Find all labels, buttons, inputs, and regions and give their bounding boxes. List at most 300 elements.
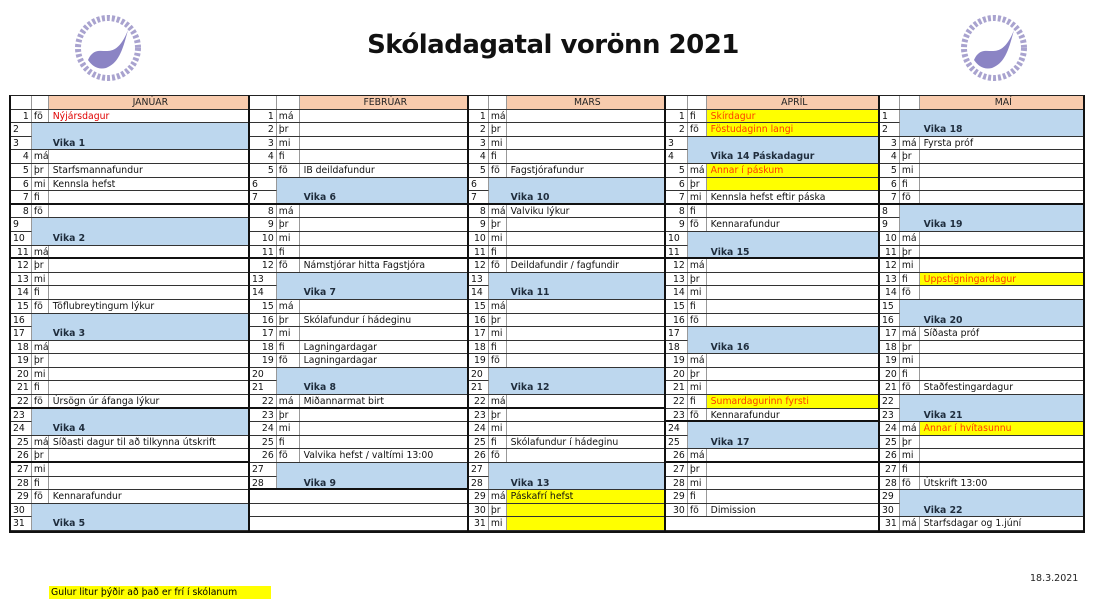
day-row: [11, 341, 248, 355]
weekday: má: [33, 151, 49, 163]
weekday: fi: [32, 381, 49, 394]
event-text: [507, 137, 664, 150]
weekend-row: [880, 110, 1083, 124]
event-text: Kennarafundur: [710, 409, 780, 421]
event-text: [300, 436, 467, 449]
event-text: [920, 110, 1083, 124]
weekday: [489, 463, 507, 477]
week-label-text: Vika 10: [510, 192, 550, 203]
week-label-text: Vika 2: [52, 232, 86, 244]
weekday: þr: [32, 259, 49, 272]
day-row: [250, 449, 467, 463]
weekday: má: [33, 436, 49, 448]
day-row: [666, 259, 878, 273]
empty-row: [250, 504, 467, 518]
week-label-text: Vika 6: [303, 192, 336, 203]
event-text: [707, 449, 878, 461]
weekday: fi: [900, 463, 920, 476]
weekday: fi: [277, 150, 300, 163]
day-number: 26: [666, 449, 688, 461]
day-row: [666, 300, 878, 314]
weekday: fö: [688, 409, 707, 421]
event-text: [49, 463, 248, 476]
weekday: þr: [900, 150, 920, 163]
weekday: [32, 218, 49, 232]
day-number: 21: [469, 381, 489, 394]
event-text: [920, 300, 1083, 314]
day-number: 21: [250, 381, 277, 394]
day-number: 23: [11, 409, 32, 423]
weekend-row: [11, 314, 248, 328]
day-number: 17: [880, 327, 900, 340]
week-label: [49, 517, 248, 530]
day-number: 17: [11, 327, 32, 340]
week-label-text: Vika 21: [923, 409, 963, 421]
weekday: [900, 110, 920, 124]
weekday: fi: [32, 191, 49, 203]
day-row: [880, 381, 1083, 395]
day-number: 14: [880, 286, 900, 299]
event-text: Lagningardagar: [303, 341, 377, 353]
day-number: 10: [250, 232, 277, 245]
day-row: [469, 150, 664, 164]
weekday: má: [900, 137, 920, 150]
event-text: Starfsmannafundur: [52, 164, 143, 176]
month-name: MARS: [507, 96, 664, 109]
weekday: [277, 273, 300, 287]
day-number: 7: [666, 191, 688, 203]
day-number: 5: [11, 164, 32, 177]
day-number: 13: [469, 273, 489, 287]
event-text: Síðasti dagur til að tilkynna útskrift: [52, 436, 216, 448]
day-row: [11, 436, 248, 450]
day-number: 8: [11, 205, 32, 218]
weekday: þr: [32, 354, 49, 367]
event-text: [707, 517, 878, 530]
event-text: [507, 368, 664, 382]
event-text: [507, 110, 664, 123]
event-text: [507, 150, 664, 163]
weekday: fi: [489, 341, 507, 354]
day-number: 2: [11, 123, 32, 137]
day-number: 7: [11, 191, 32, 203]
weekday: má: [688, 354, 707, 367]
weekend-row: [250, 178, 467, 192]
day-row: [880, 327, 1083, 341]
weekday: [489, 178, 507, 192]
day-row: [11, 150, 248, 164]
day-row: [666, 490, 878, 504]
weekend-row: [880, 300, 1083, 314]
event-text: Sumardagurinn fyrsti: [707, 395, 878, 408]
month-5: [878, 95, 1085, 533]
weekday: [32, 137, 49, 150]
day-row: [666, 314, 878, 328]
day-row: [11, 205, 248, 219]
month-header: [666, 96, 878, 110]
weekend-row: [880, 123, 1083, 137]
weekend-row: [11, 409, 248, 423]
week-label-text: Vika 17: [710, 436, 750, 448]
day-number: 28: [469, 477, 489, 490]
day-row: [469, 232, 664, 246]
day-number: 16: [469, 314, 489, 327]
day-row: [666, 477, 878, 491]
week-label-text: Vika 14 Páskadagur: [710, 151, 815, 163]
week-label-text: Vika 3: [52, 328, 86, 340]
day-number: 26: [880, 449, 900, 461]
week-label: [49, 137, 248, 150]
weekday: [277, 191, 300, 203]
week-label: [49, 422, 248, 435]
day-number: 8: [250, 205, 277, 218]
event-text: Miðannarmat birt: [303, 396, 385, 407]
day-number: 25: [469, 436, 489, 449]
header-blank: [32, 96, 49, 109]
day-number: [250, 517, 277, 530]
day-number: 12: [250, 259, 277, 272]
event-text: [49, 477, 248, 490]
weekday: fö: [900, 381, 920, 394]
weekday: [900, 205, 920, 219]
day-number: 21: [666, 381, 688, 394]
day-number: 7: [469, 191, 489, 203]
weekday: fö: [688, 123, 707, 136]
event-text: [707, 205, 878, 218]
day-number: 18: [469, 341, 489, 354]
day-row: [250, 164, 467, 178]
day-row: [666, 286, 878, 300]
event-text: Deildafundir / fagfundir: [510, 260, 619, 272]
weekday: [688, 150, 707, 163]
day-row: [666, 381, 878, 395]
weekday: má: [900, 327, 920, 340]
event-text: [300, 368, 467, 382]
event-text: [49, 381, 248, 394]
event-text: Útskrift 13:00: [923, 477, 988, 489]
event-text: [300, 150, 467, 163]
day-number: 10: [11, 232, 32, 245]
day-number: 20: [469, 368, 489, 382]
weekday: [489, 477, 507, 490]
weekday: má: [490, 300, 506, 312]
day-number: 11: [666, 246, 688, 258]
week-label: [300, 477, 467, 489]
weekday: [688, 436, 707, 449]
day-row: [880, 137, 1083, 151]
weekday: má: [900, 232, 920, 245]
day-number: 4: [666, 150, 688, 163]
weekend-row: [666, 246, 878, 260]
day-number: 8: [880, 205, 900, 219]
empty-row: [250, 517, 467, 531]
event-text: [920, 436, 1083, 449]
day-number: 10: [666, 232, 688, 246]
day-row: [469, 137, 664, 151]
weekday: [900, 395, 920, 409]
weekday: mi: [32, 273, 49, 286]
day-number: 29: [11, 490, 32, 503]
day-number: 30: [666, 504, 688, 517]
weekend-row: [666, 232, 878, 246]
day-number: 11: [880, 246, 900, 258]
calendar-grid: [9, 95, 1085, 533]
day-number: 26: [469, 449, 489, 462]
day-row: [880, 463, 1083, 477]
day-number: 19: [11, 354, 32, 367]
event-text: [707, 286, 878, 299]
day-row: [666, 395, 878, 409]
event-text: [49, 259, 248, 272]
event-text: Kennarafundur: [52, 491, 122, 503]
weekday: [32, 422, 49, 435]
day-number: 15: [666, 300, 688, 313]
month-header: [880, 96, 1083, 110]
event-text: Uppstigningardagur: [920, 273, 1083, 286]
weekday: mi: [489, 137, 507, 150]
weekday: fi: [489, 150, 507, 163]
event-text: [300, 463, 467, 477]
event-text: [49, 191, 248, 203]
event-text: [49, 286, 248, 299]
month-name: APRÍL: [707, 96, 878, 109]
event-text: Síðasta próf: [923, 328, 980, 340]
event-text: Kennsla hefst eftir páska: [710, 192, 826, 203]
day-row: [250, 150, 467, 164]
weekday: [277, 286, 300, 299]
day-number: 21: [11, 381, 32, 394]
event-text: [707, 327, 878, 341]
day-row: [469, 354, 664, 368]
weekend-row: [250, 368, 467, 382]
event-text: [507, 123, 664, 136]
day-row: [880, 368, 1083, 382]
weekday: [688, 137, 707, 151]
day-number: 19: [666, 354, 688, 367]
day-number: 29: [469, 490, 489, 503]
weekday: fi: [688, 300, 707, 313]
day-number: 6: [880, 178, 900, 191]
event-text: Páskafrí hefst: [507, 490, 664, 503]
day-row: [250, 314, 467, 328]
weekday: [489, 368, 507, 382]
day-number: 12: [11, 259, 32, 272]
day-number: 1: [469, 110, 489, 123]
day-number: [666, 517, 688, 530]
day-number: 8: [666, 205, 688, 218]
day-number: 27: [469, 463, 489, 477]
weekday: [688, 422, 707, 436]
weekday: má: [277, 110, 300, 123]
event-text: Skólafundur í hádeginu: [303, 314, 412, 326]
day-number: 10: [469, 232, 489, 245]
weekday: mi: [900, 259, 920, 272]
weekday: þr: [277, 409, 300, 422]
day-row: [11, 110, 248, 124]
weekend-row: [666, 150, 878, 164]
weekend-row: [250, 273, 467, 287]
weekday: fi: [688, 110, 707, 123]
day-row: [880, 517, 1083, 531]
event-text: [300, 327, 467, 340]
day-row: [250, 259, 467, 273]
event-text: [300, 300, 467, 313]
weekday: þr: [900, 436, 920, 449]
weekday: mi: [32, 178, 49, 191]
event-text: [507, 218, 664, 231]
week-label-text: Vika 8: [303, 382, 336, 394]
day-number: 29: [880, 490, 900, 504]
day-row: [250, 123, 467, 137]
day-row: [666, 368, 878, 382]
day-row: [11, 246, 248, 260]
day-number: 15: [11, 300, 32, 313]
day-row: [11, 463, 248, 477]
day-number: 28: [250, 477, 277, 489]
event-text: [507, 246, 664, 258]
day-number: 24: [11, 422, 32, 435]
day-number: 3: [880, 137, 900, 150]
weekday: þr: [277, 218, 300, 231]
day-number: 2: [880, 123, 900, 136]
weekend-row: [469, 286, 664, 300]
weekday: má: [277, 300, 300, 313]
week-label-text: Vika 15: [710, 246, 750, 258]
weekday: mi: [900, 164, 920, 177]
weekend-row: [469, 178, 664, 192]
weekday: [900, 123, 920, 136]
weekday: má: [33, 341, 49, 353]
day-number: 25: [880, 436, 900, 449]
weekday: má: [490, 205, 506, 217]
weekend-row: [469, 273, 664, 287]
day-row: [880, 191, 1083, 205]
event-text: [507, 327, 664, 340]
day-row: [11, 354, 248, 368]
day-number: 27: [11, 463, 32, 476]
day-row: [880, 178, 1083, 192]
weekday: [277, 504, 300, 517]
event-text: Kennarafundur: [710, 219, 780, 231]
day-number: 11: [250, 246, 277, 258]
weekday: [277, 178, 300, 192]
weekday: þr: [489, 218, 507, 231]
week-label: [49, 327, 248, 340]
day-number: 4: [11, 150, 32, 163]
day-row: [880, 449, 1083, 463]
week-label-text: Vika 11: [510, 287, 550, 299]
day-number: 31: [880, 517, 900, 530]
weekday: [900, 409, 920, 422]
day-row: [469, 395, 664, 409]
day-number: 20: [250, 368, 277, 382]
weekday: fö: [277, 259, 300, 272]
weekday: [32, 517, 49, 530]
event-text: [507, 517, 664, 530]
weekday: fi: [277, 246, 300, 258]
day-number: 26: [11, 449, 32, 461]
weekday: má: [490, 396, 506, 408]
event-text: Starfsdagar og 1.júní: [923, 518, 1022, 530]
day-number: 25: [666, 436, 688, 449]
empty-row: [250, 490, 467, 504]
day-row: [469, 300, 664, 314]
day-number: 22: [469, 395, 489, 407]
day-number: 19: [250, 354, 277, 367]
week-label-text: Vika 20: [923, 314, 963, 326]
event-text: [920, 490, 1083, 504]
day-number: 18: [11, 341, 32, 354]
day-number: 3: [250, 137, 277, 150]
day-number: 17: [469, 327, 489, 340]
weekday: þr: [32, 449, 49, 461]
weekday: mi: [900, 354, 920, 367]
day-row: [666, 110, 878, 124]
day-row: [666, 273, 878, 287]
header-blank: [469, 96, 489, 109]
weekday: þr: [32, 164, 49, 177]
event-text: [707, 368, 878, 381]
event-text: [300, 232, 467, 245]
event-text: IB deildafundur: [303, 164, 375, 176]
day-number: 21: [880, 381, 900, 394]
event-text: [920, 191, 1083, 203]
weekday: mi: [277, 232, 300, 245]
weekday: [900, 300, 920, 314]
day-number: 4: [469, 150, 489, 163]
day-row: [469, 422, 664, 436]
weekend-row: [880, 314, 1083, 328]
weekday: fö: [277, 164, 300, 177]
day-row: [11, 286, 248, 300]
weekday: þr: [900, 341, 920, 354]
day-number: 24: [666, 422, 688, 436]
event-text: [507, 449, 664, 462]
event-text: Skólafundur í hádeginu: [510, 436, 619, 448]
weekend-row: [666, 327, 878, 341]
event-text: [49, 205, 248, 218]
day-row: [250, 395, 467, 409]
event-text: [49, 449, 248, 461]
event-text: [49, 341, 248, 354]
weekday: fi: [900, 178, 920, 191]
day-row: [880, 354, 1083, 368]
week-label-text: Vika 12: [510, 382, 550, 394]
day-row: [666, 164, 878, 178]
month-3: [467, 95, 666, 533]
event-text: [49, 273, 248, 286]
day-number: 22: [11, 395, 32, 407]
weekday: mi: [688, 477, 707, 490]
event-text: [49, 314, 248, 328]
event-text: [49, 354, 248, 367]
weekend-row: [469, 191, 664, 205]
day-number: 9: [469, 218, 489, 231]
weekday: [32, 504, 49, 518]
weekday: má: [277, 205, 300, 218]
weekday: mi: [688, 286, 707, 299]
weekday: fö: [32, 205, 49, 218]
event-text: [507, 232, 664, 245]
day-row: [880, 273, 1083, 287]
day-row: [469, 517, 664, 531]
event-text: Valviku lýkur: [510, 205, 570, 217]
week-label: [707, 341, 878, 354]
weekend-row: [469, 381, 664, 395]
weekday: [688, 517, 707, 530]
header-blank: [489, 96, 507, 109]
day-number: 2: [250, 123, 277, 136]
